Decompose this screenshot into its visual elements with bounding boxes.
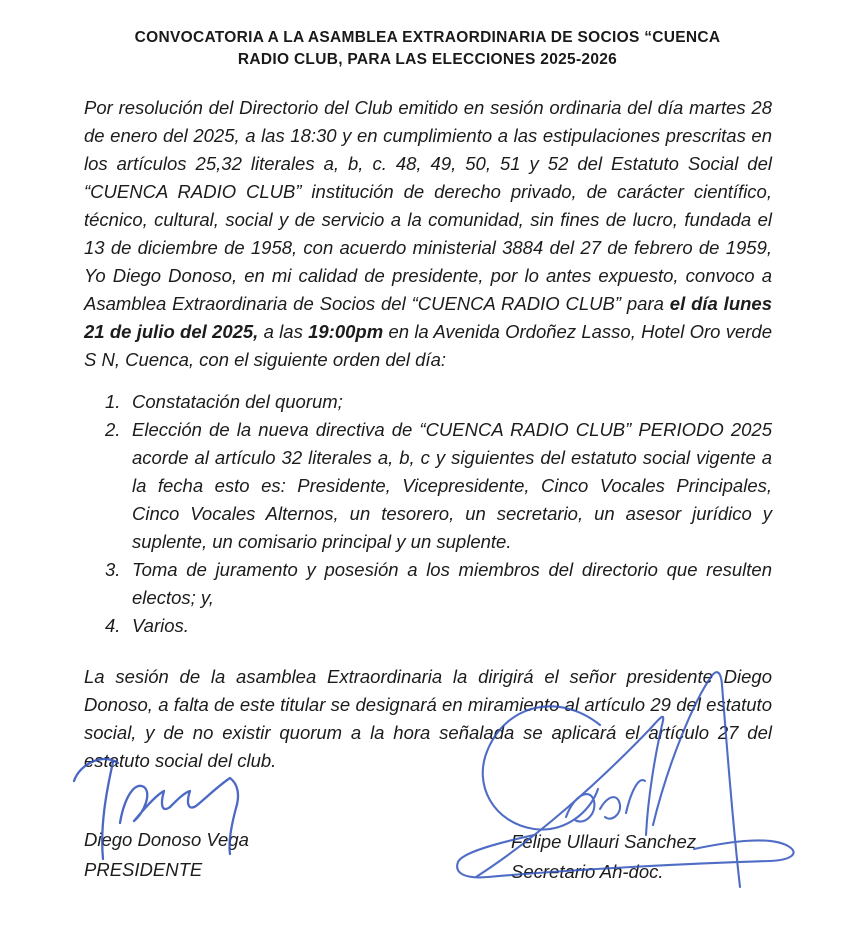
closing-paragraph	[84, 663, 772, 775]
intro-bold-date: el día lunes 21 de julio del 2025,	[84, 293, 772, 342]
agenda-text: Constatación del quorum;	[132, 391, 343, 412]
agenda-item-3	[105, 556, 772, 612]
agenda-text: Elección de la nueva directiva de “CUENCA RADIO CLUB” PERIODO 2025 acorde al artículo 32 literales a, b, c y siguientes del estatuto social vigente a la fecha esto es: Presidente, Vicepresidente, Cinco Vocales Principales, Cinco Vocales Alternos, un tesorero, un secretario, un asesor jurídico y suplente, un comisario principal y un suplente.	[132, 419, 772, 552]
agenda-item-1	[105, 388, 772, 416]
agenda-number: 3.	[105, 559, 121, 580]
president-role: PRESIDENTE	[84, 859, 203, 880]
intro-text: Por resolución del Directorio del Club emitido en sesión ordinaria del día martes 28 de enero del 2025, a las 18:30 y en cumplimiento a las estipulaciones prescritas en los artículos 25,32 literales a, b, c. 48, 49, 50, 51 y 52 del Estatuto Social del “CUENCA RADIO CLUB” institución de derecho privado, de carácter científico, técnico, cultural, social y de servicio a la comunidad, sin fines de lucro, fundada el 13 de diciembre de 1958, con acuerdo ministerial 3884 del 27 de febrero de 1959, Yo Diego Donoso, en mi calidad de presidente, por lo antes expuesto, convoco a Asamblea Extraordinaria de Socios del “CUENCA RADIO CLUB” para	[84, 97, 772, 314]
agenda-text: Toma de juramento y posesión a los miembros del directorio que resulten electos; y,	[132, 559, 772, 608]
intro-text-2: a las	[258, 321, 309, 342]
closing-text: La sesión de la asamblea Extraordinaria la dirigirá el señor presidente Diego Donoso, a falta de este titular se designará en miramiento al artículo 29 del estatuto social, y de no existir quorum a la hora señalada se aplicará el artículo 27 del estatuto social del club.	[84, 666, 772, 771]
secretary-role: Secretario Ah-doc.	[511, 861, 664, 882]
agenda-item-4	[105, 612, 772, 640]
document-page	[0, 27, 855, 952]
agenda-text: Varios.	[132, 615, 189, 636]
agenda-list	[105, 388, 772, 640]
title-line-1: CONVOCATORIA A LA ASAMBLEA EXTRAORDINARIA DE SOCIOS “CUENCA	[134, 29, 721, 46]
title-line-2: RADIO CLUB, PARA LAS ELECCIONES 2025-2026	[237, 51, 618, 68]
document-title	[60, 27, 795, 71]
president-name: Diego Donoso Vega	[84, 829, 249, 850]
president-signature-block	[84, 825, 249, 885]
agenda-number: 1.	[105, 391, 121, 412]
secretary-signature-block	[511, 827, 696, 887]
agenda-item-2	[105, 416, 772, 556]
secretary-name: Felipe Ullauri Sanchez	[511, 831, 697, 852]
intro-paragraph	[84, 94, 772, 374]
intro-bold-time: 19:00pm	[308, 321, 384, 342]
intro-text-3: en la Avenida Ordoñez Lasso, Hotel Oro verde S N, Cuenca, con el siguiente orden del día:	[84, 321, 772, 370]
agenda-number: 4.	[105, 615, 121, 636]
agenda-number: 2.	[105, 419, 121, 440]
